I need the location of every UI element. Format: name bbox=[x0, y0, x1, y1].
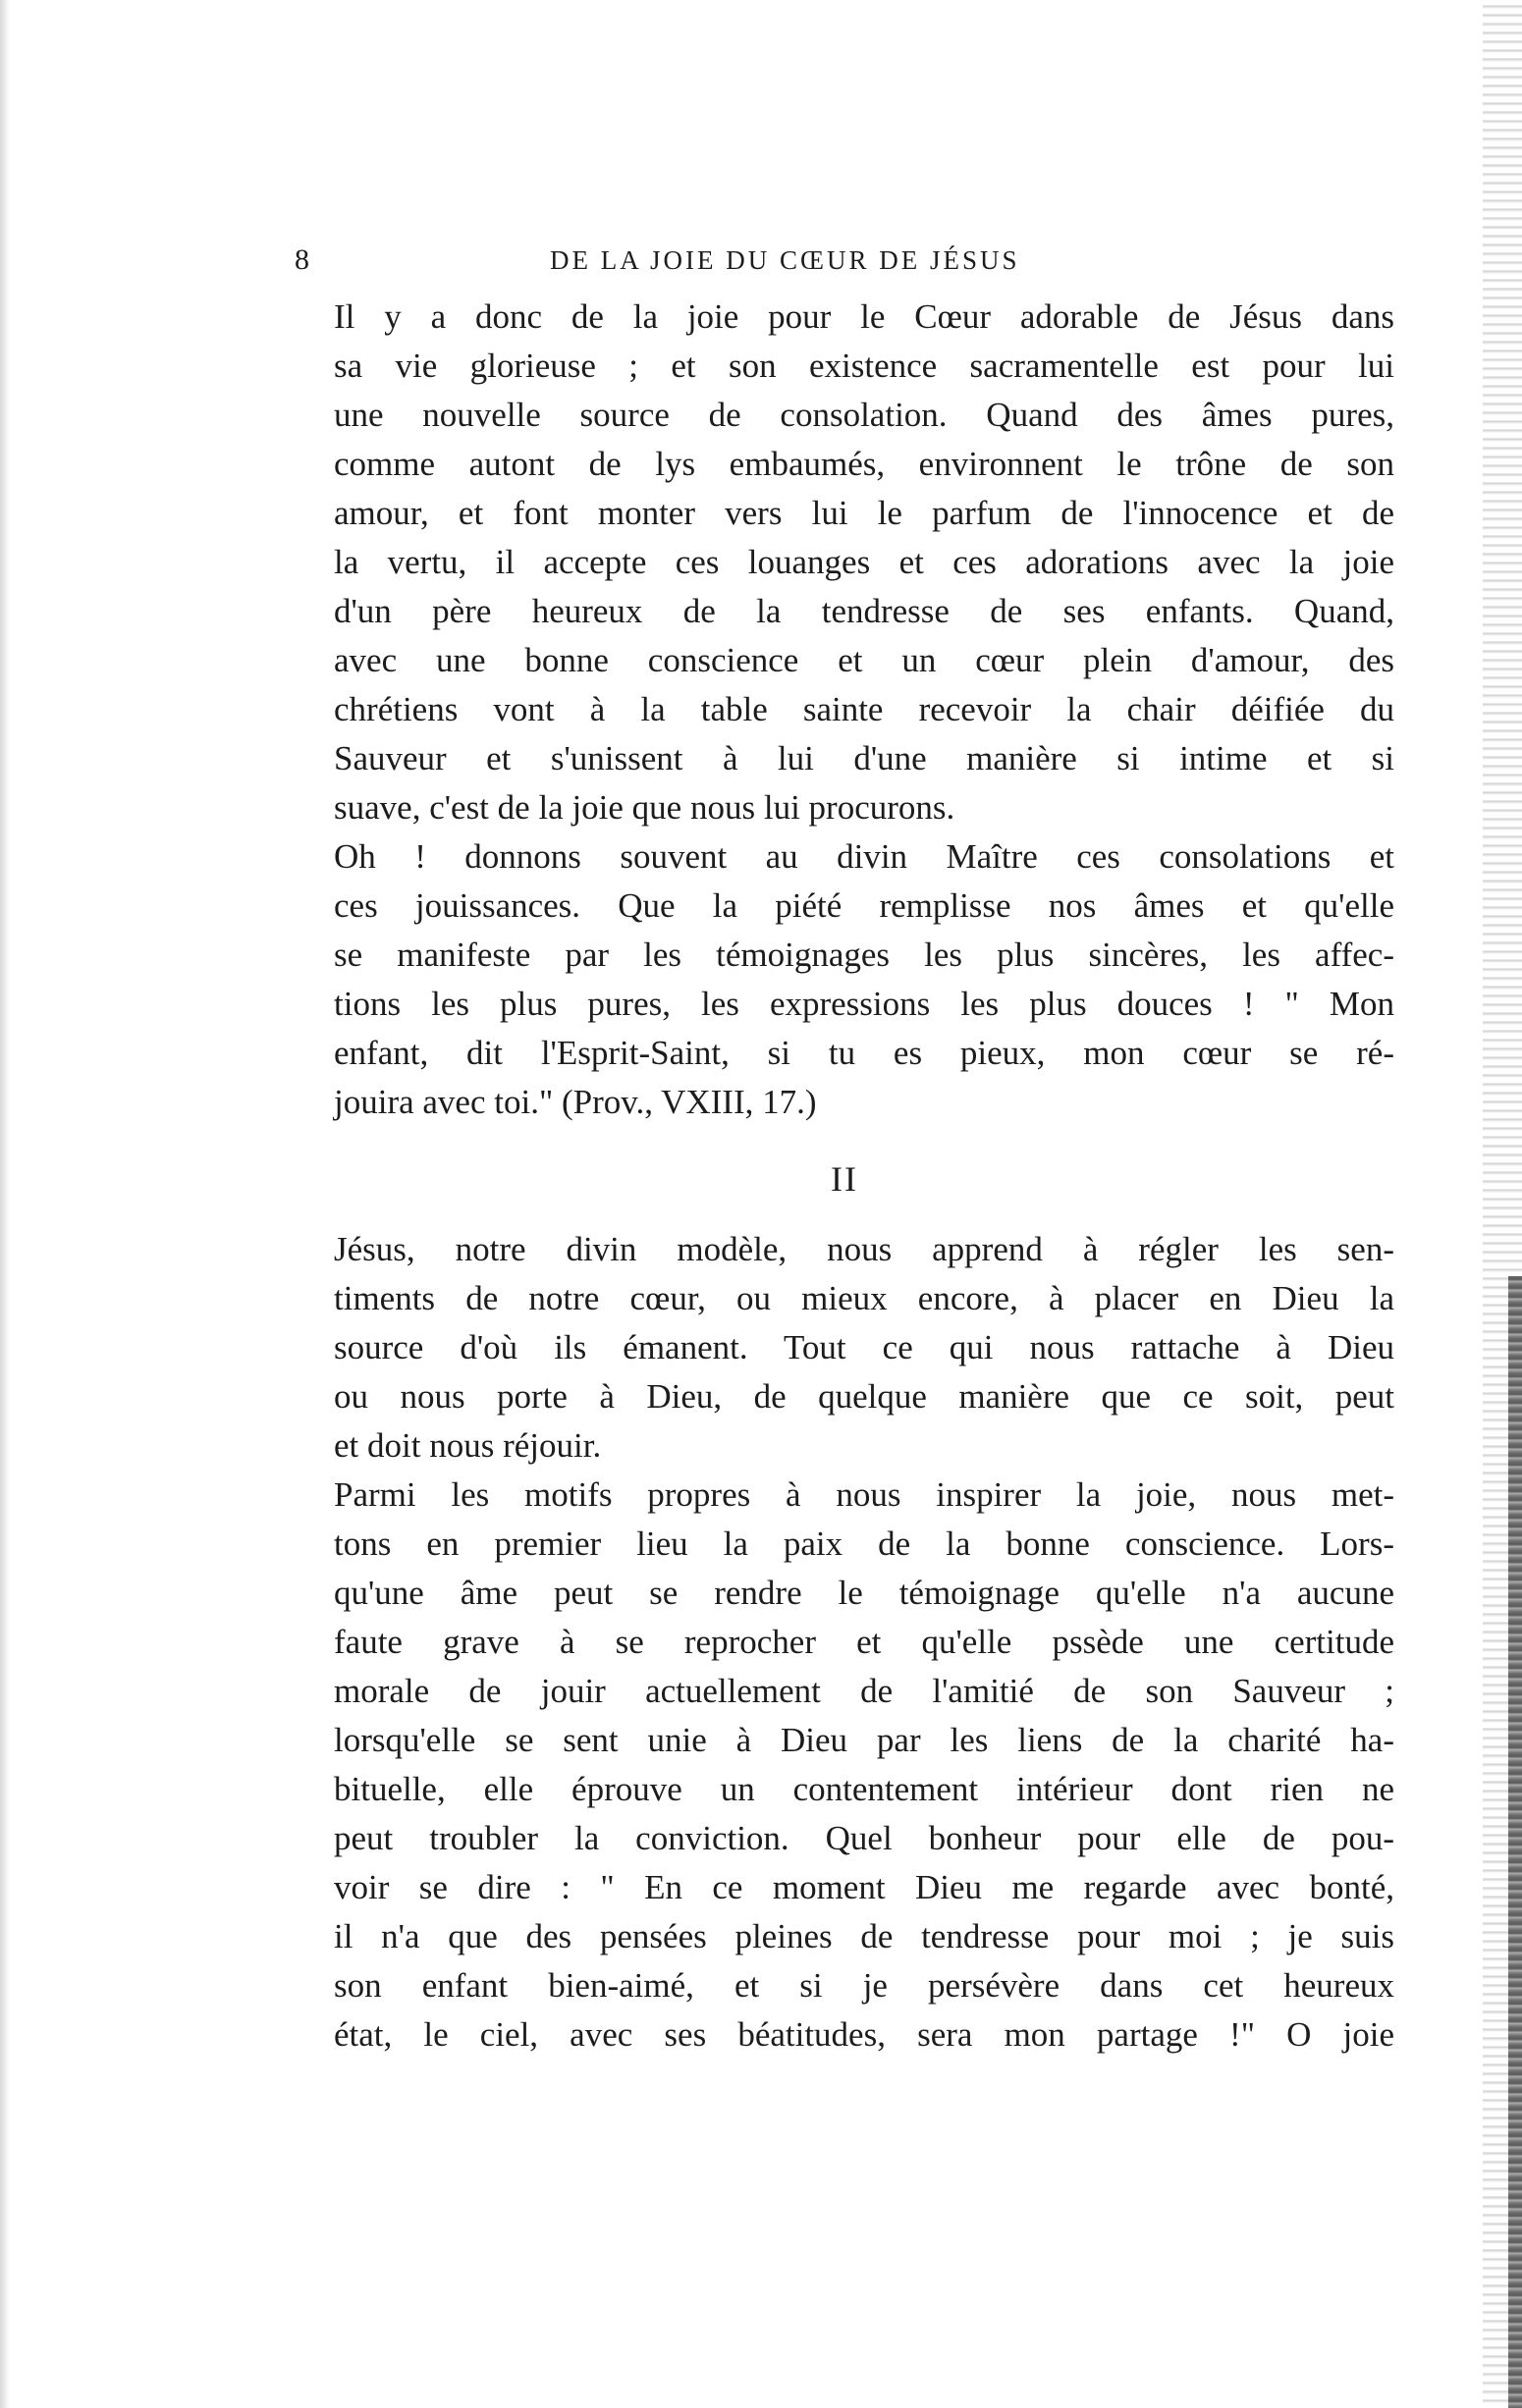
paragraph bbox=[295, 832, 1394, 1127]
running-head bbox=[295, 236, 1394, 285]
text-line: avec une bonne conscience et un cœur plein d'amour, des bbox=[334, 641, 1394, 679]
text-line: jouira avec toi." (Prov., VXIII, 17.) bbox=[334, 1083, 817, 1121]
text-line: enfant, dit l'Esprit-Saint, si tu es pieux, mon cœur se ré- bbox=[334, 1034, 1394, 1072]
paragraph bbox=[295, 1225, 1394, 1471]
text-line: lorsqu'elle se sent unie à Dieu par les liens de la charité ha- bbox=[334, 1721, 1394, 1759]
text-line: Sauveur et s'unissent à lui d'une manière si intime et si bbox=[334, 739, 1394, 777]
text-line: son enfant bien-aimé, et si je persévère dans cet heureux bbox=[334, 1966, 1394, 2005]
scan-left-edge bbox=[0, 0, 10, 2408]
text-line: peut troubler la conviction. Quel bonheur pour elle de pou- bbox=[334, 1819, 1394, 1857]
book-page bbox=[295, 236, 1394, 2060]
text-line: Parmi les motifs propres à nous inspirer la joie, nous met- bbox=[334, 1475, 1394, 1514]
text-line: tions les plus pures, les expressions les plus douces ! " Mon bbox=[334, 985, 1394, 1023]
text-line: morale de jouir actuellement de l'amitié de son Sauveur ; bbox=[334, 1672, 1394, 1710]
text-line: une nouvelle source de consolation. Quand des âmes pures, bbox=[334, 396, 1394, 434]
text-line: sa vie glorieuse ; et son existence sacramentelle est pour lui bbox=[334, 347, 1394, 385]
paragraph bbox=[295, 1471, 1394, 2060]
text-line: comme autont de lys embaumés, environnent le trône de son bbox=[334, 445, 1394, 483]
body-text bbox=[295, 293, 1394, 2060]
text-line: tons en premier lieu la paix de la bonne conscience. Lors- bbox=[334, 1525, 1394, 1563]
text-line: se manifeste par les témoignages les plus sincères, les affec- bbox=[334, 936, 1394, 974]
text-line: qu'une âme peut se rendre le témoignage qu'elle n'a aucune bbox=[334, 1574, 1394, 1612]
text-line: ou nous porte à Dieu, de quelque manière que ce soit, peut bbox=[334, 1377, 1394, 1416]
scan-binding-shadow bbox=[1508, 1276, 1522, 2408]
text-line: voir se dire : " En ce moment Dieu me regarde avec bonté, bbox=[334, 1868, 1394, 1906]
text-line: ces jouissances. Que la piété remplisse nos âmes et qu'elle bbox=[334, 886, 1394, 925]
text-line: Jésus, notre divin modèle, nous apprend à régler les sen- bbox=[334, 1230, 1394, 1268]
text-line: et doit nous réjouir. bbox=[334, 1426, 602, 1465]
text-line: timents de notre cœur, ou mieux encore, à placer en Dieu la bbox=[334, 1279, 1394, 1317]
text-line: amour, et font monter vers lui le parfum de l'innocence et de bbox=[334, 494, 1394, 532]
text-line: il n'a que des pensées pleines de tendresse pour moi ; je suis bbox=[334, 1917, 1394, 1955]
text-line: suave, c'est de la joie que nous lui procurons. bbox=[334, 788, 955, 827]
text-line: chrétiens vont à la table sainte recevoir la chair déifiée du bbox=[334, 690, 1394, 728]
text-line: d'un père heureux de la tendresse de ses enfants. Quand, bbox=[334, 592, 1394, 630]
section-heading: II bbox=[831, 1159, 858, 1199]
text-line: source d'où ils émanent. Tout ce qui nous rattache à Dieu bbox=[334, 1328, 1394, 1366]
paragraph bbox=[295, 293, 1394, 832]
running-title: DE LA JOIE DU CŒUR DE JÉSUS bbox=[550, 245, 1020, 275]
text-line: la vertu, il accepte ces louanges et ces adorations avec la joie bbox=[334, 543, 1394, 581]
text-line: bituelle, elle éprouve un contentement intérieur dont rien ne bbox=[334, 1770, 1394, 1808]
page-number: 8 bbox=[295, 243, 309, 276]
text-line: Oh ! donnons souvent au divin Maître ces consolations et bbox=[334, 837, 1394, 876]
text-line: faute grave à se reprocher et qu'elle pssède une certitude bbox=[334, 1623, 1394, 1661]
text-line: Il y a donc de la joie pour le Cœur adorable de Jésus dans bbox=[334, 297, 1394, 336]
text-line: état, le ciel, avec ses béatitudes, sera mon partage !" O joie bbox=[334, 2015, 1394, 2054]
